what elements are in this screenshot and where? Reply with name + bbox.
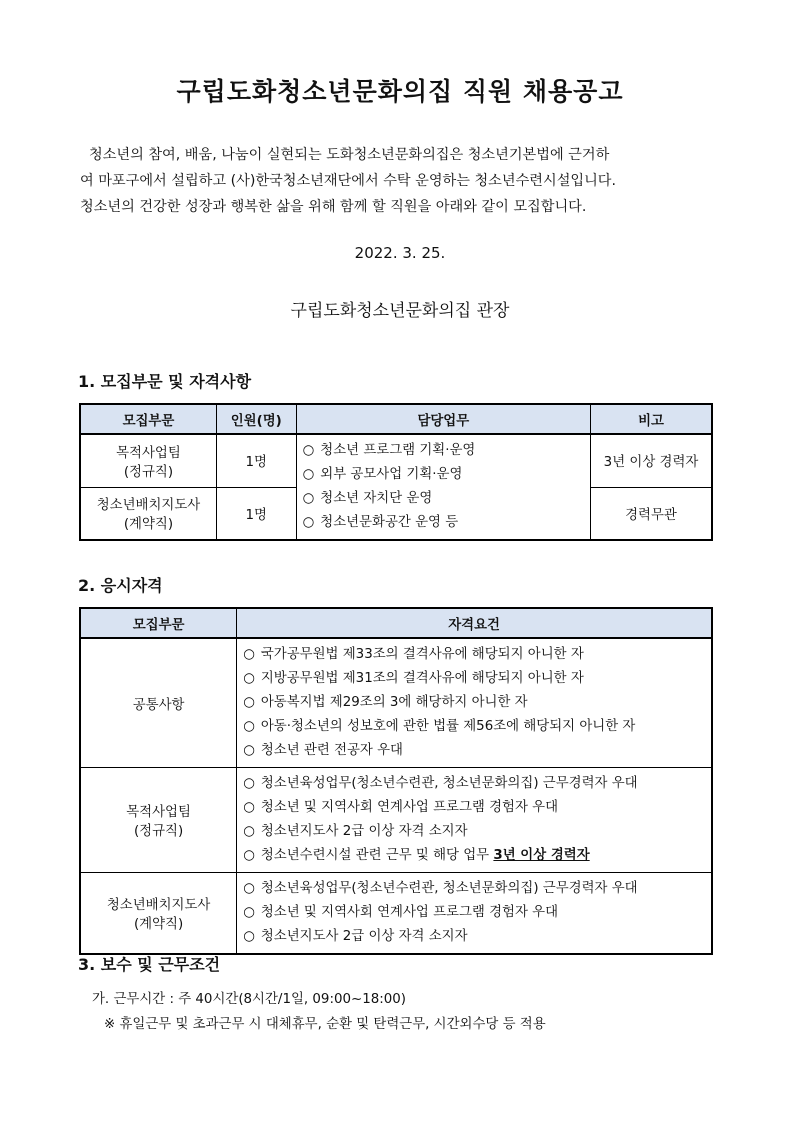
column-header: 담당업무 xyxy=(296,404,590,434)
column-header: 모집부문 xyxy=(80,404,216,434)
dept-cell: 목적사업팀 (정규직) xyxy=(80,434,216,487)
list-item: ○ 외부 공모사업 기획·운영 xyxy=(302,467,463,482)
column-header: 인원(명) xyxy=(216,404,296,434)
page-title: 구립도화청소년문화의집 직원 채용공고 xyxy=(176,77,624,106)
note-cell: 경력무관 xyxy=(591,487,712,540)
dept-cell: 목적사업팀 (정규직) xyxy=(80,768,237,873)
dept-cell: 청소년배치지도사 (계약직) xyxy=(80,487,216,540)
list-item: ○ 청소년육성업무(청소년수련관, 청소년문화의집) 근무경력자 우대 xyxy=(243,776,638,791)
signature: 구립도화청소년문화의집 관장 xyxy=(290,301,510,321)
count-cell: 1명 xyxy=(216,434,296,487)
requirements-cell xyxy=(237,768,712,873)
emphasis-text: 3년 이상 경력자 xyxy=(493,848,590,863)
list-item: ○ 청소년수련시설 관련 근무 및 해당 업무 3년 이상 경력자 xyxy=(243,848,590,863)
list-item: ○ 청소년 관련 전공자 우대 xyxy=(243,743,403,758)
list-item: ○ 청소년 및 지역사회 연계사업 프로그램 경험자 우대 xyxy=(243,800,559,815)
column-header: 모집부문 xyxy=(80,608,237,638)
intro-line: 여 마포구에서 설립하고 (사)한국청소년재단에서 수탁 운영하는 청소년수련시설입니다. xyxy=(80,173,617,189)
section-heading: 2. 응시자격 xyxy=(78,576,163,595)
recruitment-table xyxy=(79,403,713,541)
qualification-table xyxy=(79,607,713,955)
list-item: ○ 국가공무원법 제33조의 결격사유에 해당되지 아니한 자 xyxy=(243,647,584,662)
intro-paragraph xyxy=(80,142,724,220)
list-item: ○ 아동복지법 제29조의 3에 해당하지 아니한 자 xyxy=(243,695,528,710)
list-item: ○ 청소년 프로그램 기획·운영 xyxy=(302,443,476,458)
intro-line: 청소년의 건강한 성장과 행복한 삶을 위해 함께 할 직원을 아래와 같이 모집합니다. xyxy=(80,199,587,215)
list-item: ○ 청소년지도사 2급 이상 자격 소지자 xyxy=(243,824,468,839)
section-heading: 3. 보수 및 근무조건 xyxy=(78,955,221,974)
list-item: ○ 지방공무원법 제31조의 결격사유에 해당되지 아니한 자 xyxy=(243,671,584,686)
column-header: 비고 xyxy=(591,404,712,434)
list-item: ○ 청소년문화공간 운영 등 xyxy=(302,515,459,530)
list-item: ○ 청소년지도사 2급 이상 자격 소지자 xyxy=(243,929,468,944)
note-line: ※ 휴일근무 및 초과근무 시 대체휴무, 순환 및 탄력근무, 시간외수당 등 적용 xyxy=(104,1017,546,1032)
list-item: ○ 청소년육성업무(청소년수련관, 청소년문화의집) 근무경력자 우대 xyxy=(243,881,638,896)
list-item: ○ 청소년 및 지역사회 연계사업 프로그램 경험자 우대 xyxy=(243,905,559,920)
list-item: ○ 청소년 자치단 운영 xyxy=(302,491,433,506)
work-hours-line: 가. 근무시간 : 주 40시간(8시간/1일, 09:00~18:00) xyxy=(92,992,407,1007)
note-cell: 3년 이상 경력자 xyxy=(591,434,712,487)
section-heading: 1. 모집부문 및 자격사항 xyxy=(78,372,252,391)
requirements-cell xyxy=(237,638,712,768)
requirements-cell xyxy=(237,873,712,955)
count-cell: 1명 xyxy=(216,487,296,540)
dept-cell: 공통사항 xyxy=(80,638,237,768)
list-item: ○ 아동·청소년의 성보호에 관한 법률 제56조에 해당되지 아니한 자 xyxy=(243,719,636,734)
intro-line: 청소년의 참여, 배움, 나눔이 실현되는 도화청소년문화의집은 청소년기본법에 근거하 xyxy=(80,147,610,163)
notice-date: 2022. 3. 25. xyxy=(354,244,446,262)
dept-cell: 청소년배치지도사 (계약직) xyxy=(80,873,237,955)
duties-cell xyxy=(296,434,590,540)
column-header: 자격요건 xyxy=(237,608,712,638)
